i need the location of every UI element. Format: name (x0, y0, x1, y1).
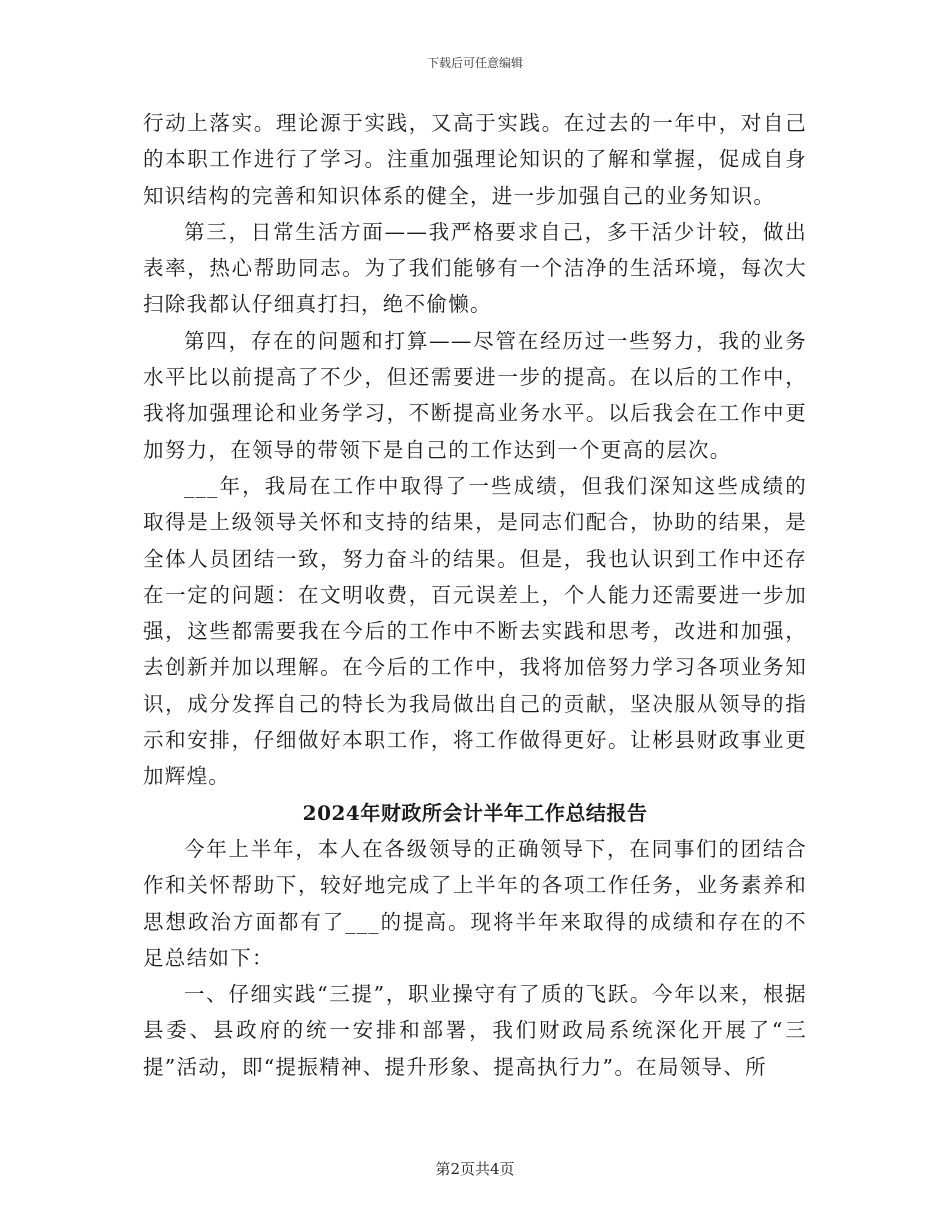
paragraph-daily-life: 第三，日常生活方面——我严格要求自己，多干活少计较，做出表率，热心帮助同志。为了我们能够有一个洁净的生活环境，每次大扫除我都认仔细真打扫，绝不偷懒。 (143, 219, 807, 317)
page-number: 第2页共4页 (435, 1160, 515, 1178)
page-header-note: 下载后可任意编辑 (426, 56, 523, 70)
document-body (143, 105, 807, 1085)
paragraph-intro: 今年上半年，本人在各级领导的正确领导下，在同事们的团结合作和关怀帮助下，较好地完成了上半年的各项工作任务，业务素养和思想政治方面都有了___的提高。现将半年来取得的成绩和存在的不足总结如下： (143, 836, 807, 970)
paragraph-point-one: 一、仔细实践“三提”，职业操守有了质的飞跃。今年以来，根据县委、县政府的统一安排和部署，我们财政局系统深化开展了“三提”活动，即“提振精神、提升形象、提高执行力”。在局领导、所 (143, 982, 807, 1079)
paragraph-problems-plans: 第四，存在的问题和打算——尽管在经历过一些努力，我的业务水平比以前提高了不少，但还需要进一步的提高。在以后的工作中，我将加强理论和业务学习，不断提高业务水平。以后我会在工作中更加努力，在领导的带领下是自己的工作达到一个更高的层次。 (143, 328, 807, 462)
paragraph-continuation: 行动上落实。理论源于实践，又高于实践。在过去的一年中，对自己的本职工作进行了学习。注重加强理论知识的了解和掌握，促成自身知识结构的完善和知识体系的健全，进一步加强自己的业务知识。 (143, 111, 807, 208)
section-title: 2024年财政所会计半年工作总结报告 (302, 800, 648, 825)
paragraph-achievements: ___年，我局在工作中取得了一些成绩，但我们深知这些成绩的取得是上级领导关怀和支持的结果，是同志们配合，协助的结果，是全体人员团结一致，努力奋斗的结果。但是，我也认识到工作中还存在一定的问题：在文明收费，百元误差上，个人能力还需要进一步加强，这些都需要我在今后的工作中不断去实践和思考，改进和加强，去创新并加以理解。在今后的工作中，我将加倍努力学习各项业务知识，成分发挥自己的特长为我局做出自己的贡献，坚决服从领导的指示和安排，仔细做好本职工作，将工作做得更好。让彬县财政事业更加辉煌。 (143, 473, 807, 789)
